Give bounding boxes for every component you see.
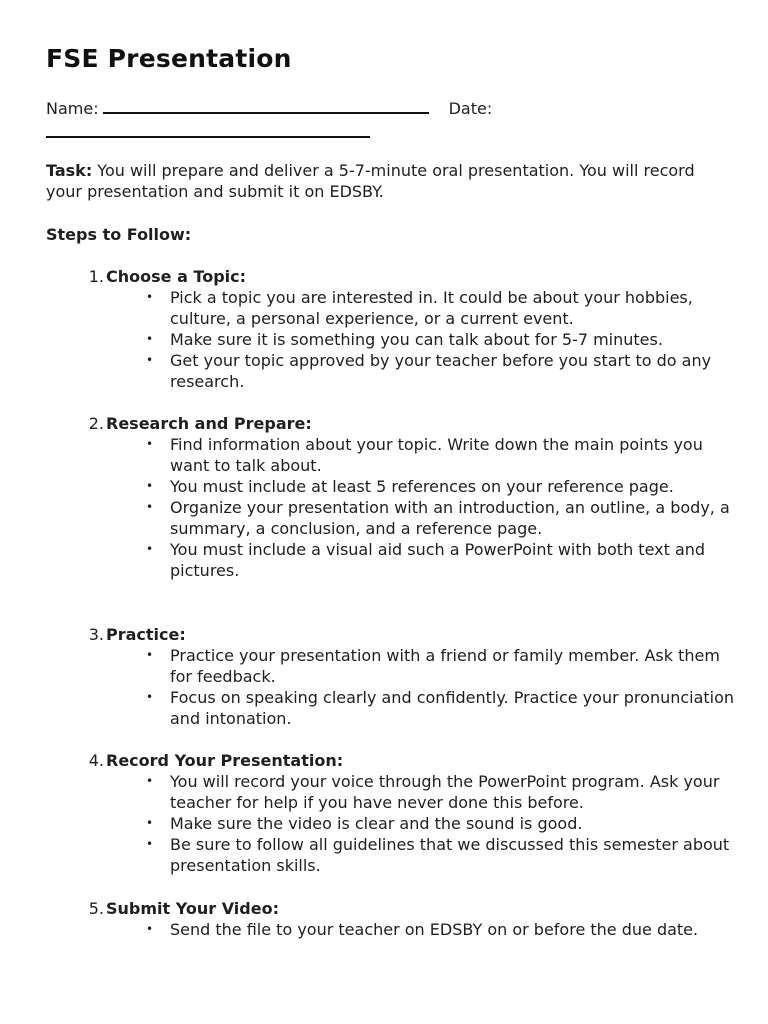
list-item xyxy=(146,919,736,940)
step-1 xyxy=(46,266,736,392)
date-label: Date: xyxy=(448,99,493,118)
date-blank-line xyxy=(46,136,370,138)
step-number: 3. xyxy=(88,625,104,644)
bullet-text: Organize your presentation with an introduction, an outline, a body, a summary, a conclusion, and a reference page. xyxy=(170,498,730,538)
step-number: 2. xyxy=(88,414,104,433)
list-item xyxy=(146,813,736,834)
list-item xyxy=(146,434,736,476)
task-text: You will prepare and deliver a 5-7-minute oral presentation. You will record your presentation and submit it on EDSBY. xyxy=(46,161,695,201)
step-heading xyxy=(46,898,736,919)
list-item xyxy=(146,329,736,350)
step-bullet-list xyxy=(46,919,736,940)
step-heading xyxy=(46,413,736,434)
bullet-icon: • xyxy=(146,479,154,493)
bullet-icon: • xyxy=(146,648,154,662)
bullet-icon: • xyxy=(146,500,154,514)
step-title: Record Your Presentation: xyxy=(106,751,344,770)
steps-heading: Steps to Follow: xyxy=(46,225,192,244)
task-label: Task: xyxy=(46,161,93,180)
list-item xyxy=(146,687,736,729)
name-date-row xyxy=(46,96,492,120)
bullet-icon: • xyxy=(146,437,154,451)
bullet-icon: • xyxy=(146,690,154,704)
list-item xyxy=(146,645,736,687)
bullet-icon: • xyxy=(146,353,154,367)
list-item xyxy=(146,771,736,813)
list-item xyxy=(146,350,736,392)
bullet-text: You will record your voice through the PowerPoint program. Ask your teacher for help if you have never done this before. xyxy=(170,772,720,812)
bullet-text: Pick a topic you are interested in. It could be about your hobbies, culture, a personal experience, or a current event. xyxy=(170,288,693,328)
bullet-text: Find information about your topic. Write down the main points you want to talk about. xyxy=(170,435,703,475)
bullet-text: Focus on speaking clearly and confidently. Practice your pronunciation and intonation. xyxy=(170,688,735,728)
step-title: Practice: xyxy=(106,625,186,644)
list-item xyxy=(146,287,736,329)
step-number: 5. xyxy=(88,899,104,918)
bullet-text: Make sure it is something you can talk about for 5-7 minutes. xyxy=(170,330,663,349)
step-2 xyxy=(46,413,736,581)
bullet-text: You must include a visual aid such a PowerPoint with both text and pictures. xyxy=(170,540,706,580)
step-number: 1. xyxy=(88,267,104,286)
bullet-text: You must include at least 5 references on your reference page. xyxy=(170,477,674,496)
name-blank-line xyxy=(103,96,429,114)
list-item xyxy=(146,539,736,581)
step-heading xyxy=(46,624,736,645)
bullet-icon: • xyxy=(146,332,154,346)
step-title: Submit Your Video: xyxy=(106,899,279,918)
bullet-text: Be sure to follow all guidelines that we discussed this semester about presentation skills. xyxy=(170,835,730,875)
step-5 xyxy=(46,898,736,940)
bullet-text: Get your topic approved by your teacher before you start to do any research. xyxy=(170,351,712,391)
bullet-text: Send the file to your teacher on EDSBY on or before the due date. xyxy=(170,920,699,939)
page-title: FSE Presentation xyxy=(46,44,292,73)
list-item xyxy=(146,834,736,876)
bullet-icon: • xyxy=(146,837,154,851)
step-title: Choose a Topic: xyxy=(106,267,247,286)
step-bullet-list xyxy=(46,771,736,876)
bullet-icon: • xyxy=(146,542,154,556)
step-bullet-list xyxy=(46,645,736,729)
step-number: 4. xyxy=(88,751,104,770)
step-4 xyxy=(46,750,736,876)
name-label: Name: xyxy=(46,99,99,118)
step-bullet-list xyxy=(46,287,736,392)
task-paragraph xyxy=(46,160,726,202)
step-title: Research and Prepare: xyxy=(106,414,312,433)
bullet-icon: • xyxy=(146,774,154,788)
step-heading xyxy=(46,750,736,771)
bullet-text: Make sure the video is clear and the sound is good. xyxy=(170,814,583,833)
step-bullet-list xyxy=(46,434,736,581)
list-item xyxy=(146,497,736,539)
bullet-icon: • xyxy=(146,922,154,936)
list-item xyxy=(146,476,736,497)
bullet-icon: • xyxy=(146,290,154,304)
step-heading xyxy=(46,266,736,287)
bullet-text: Practice your presentation with a friend or family member. Ask them for feedback. xyxy=(170,646,720,686)
step-3 xyxy=(46,624,736,729)
bullet-icon: • xyxy=(146,816,154,830)
